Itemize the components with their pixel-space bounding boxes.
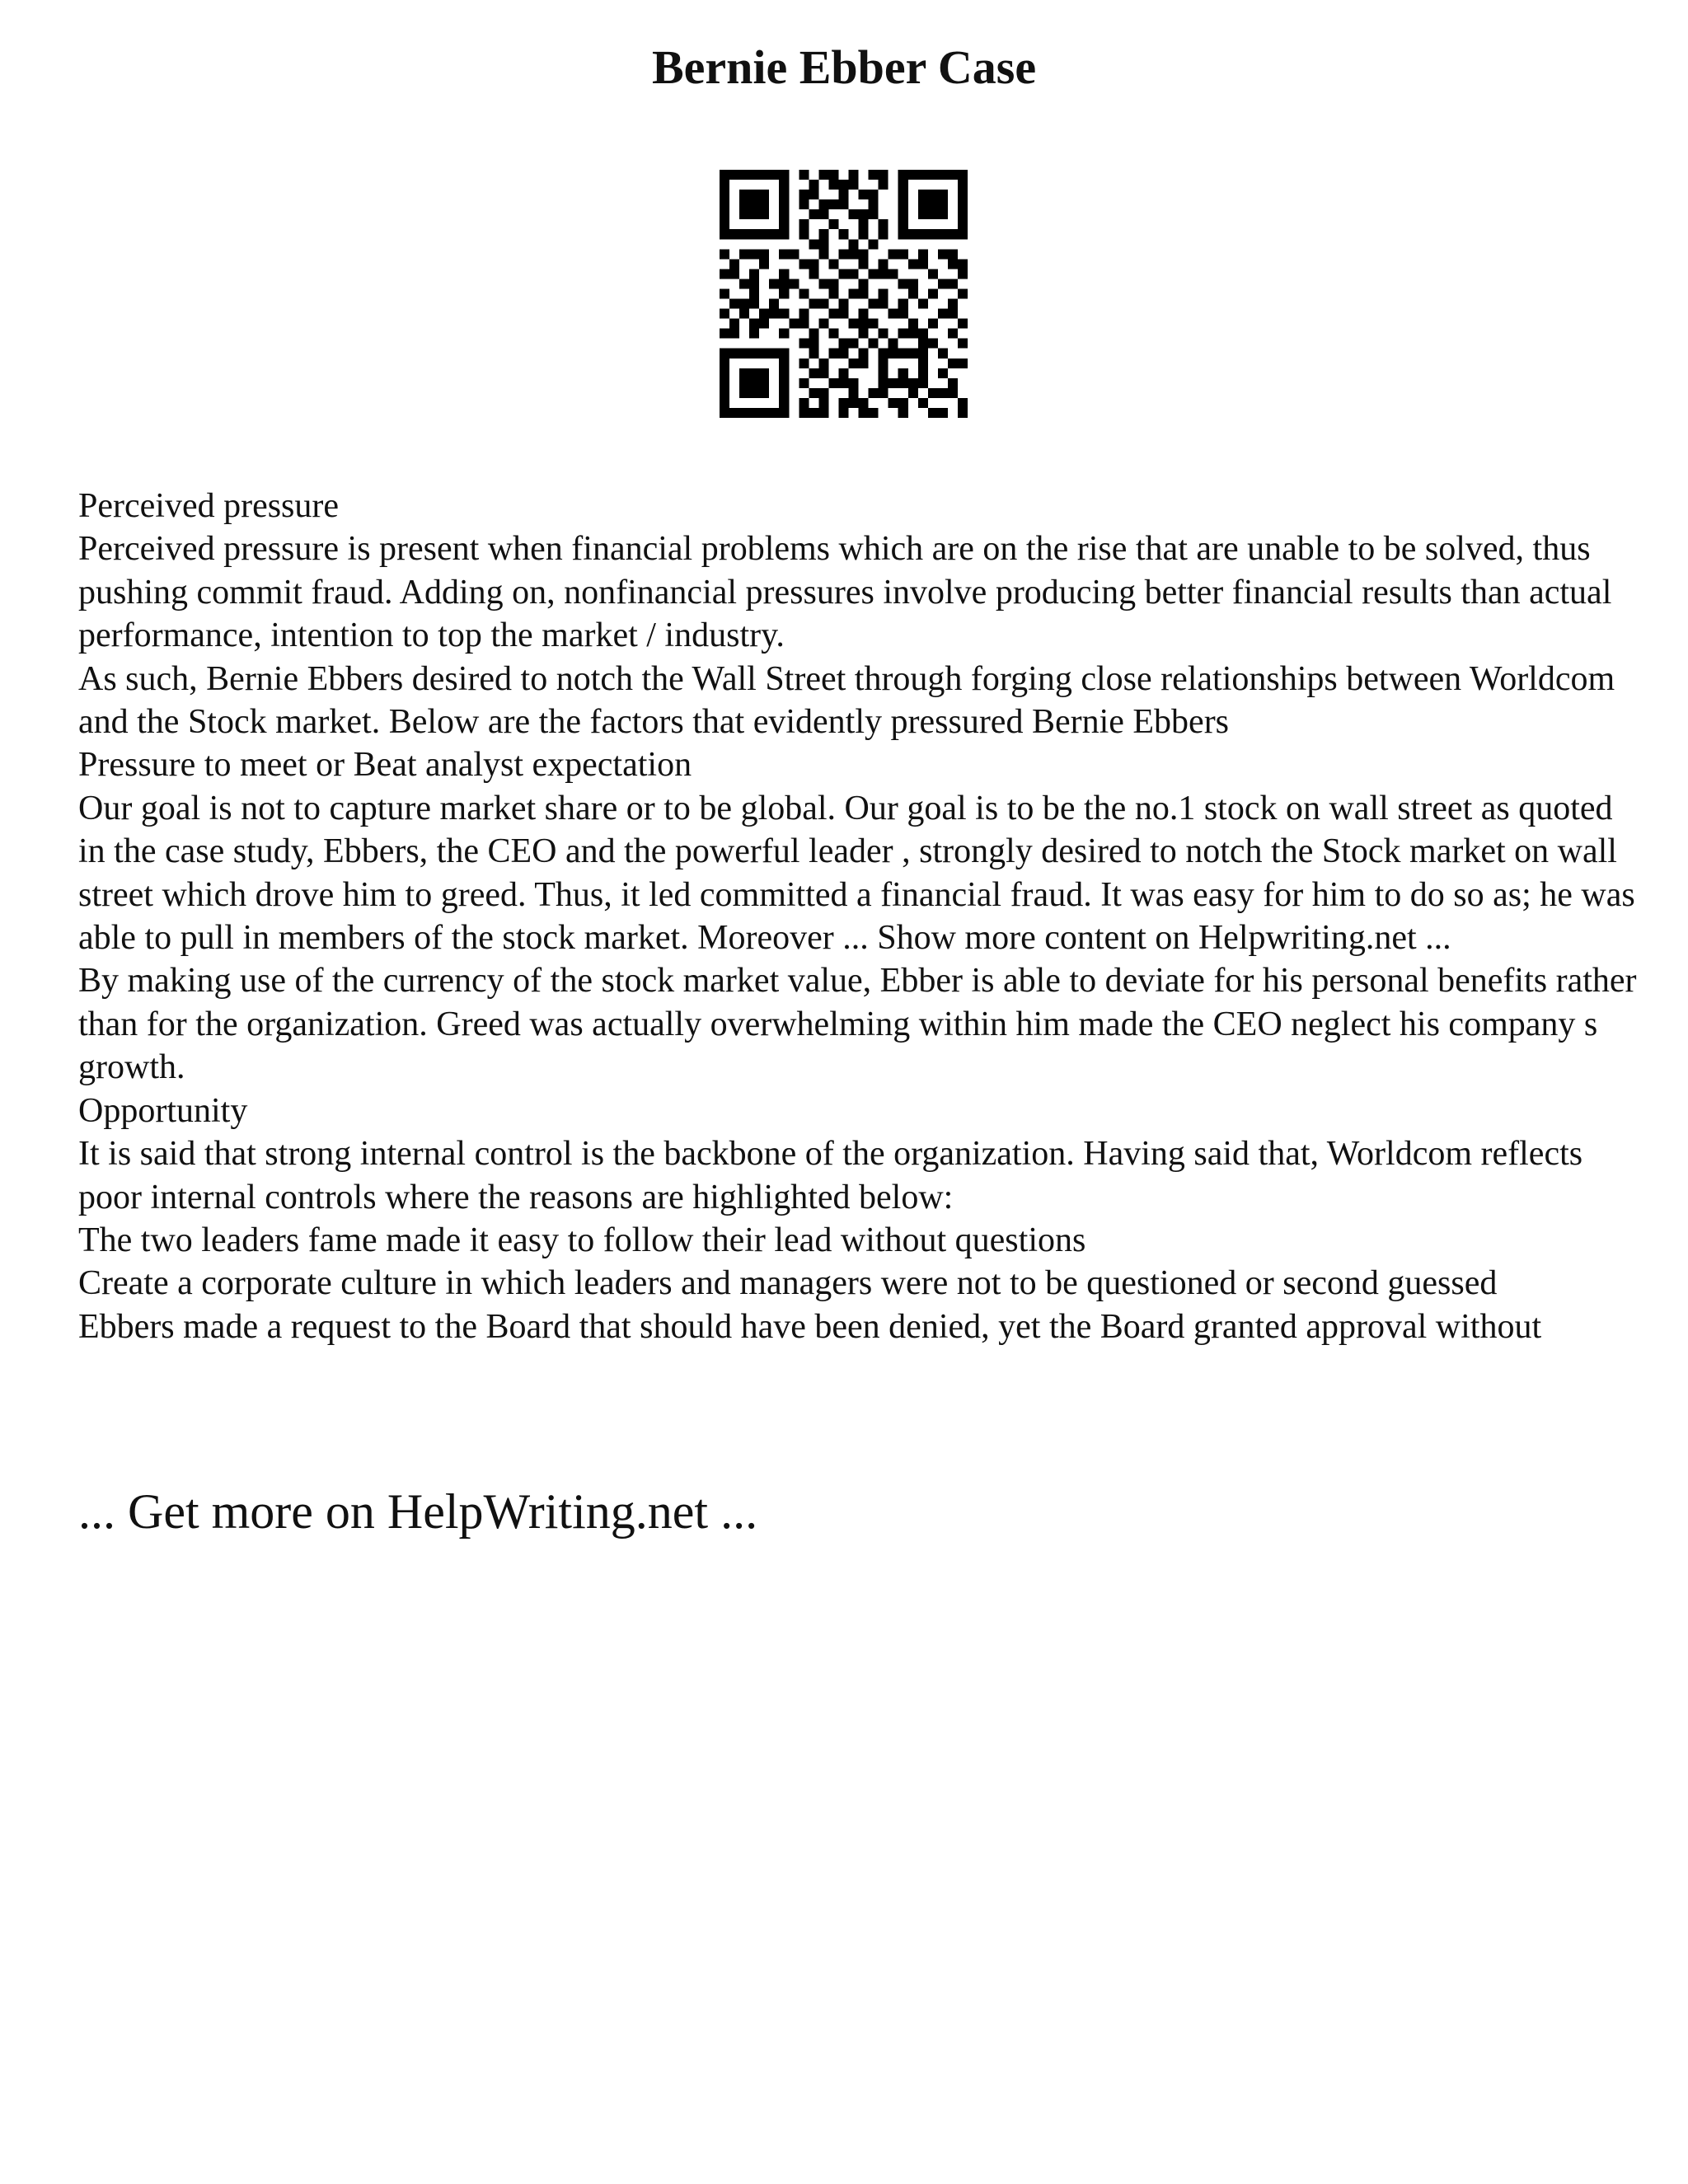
- paragraph: As such, Bernie Ebbers desired to notch the Wall Street through forging close relationships between Worldcom and the Stock market. Below are the factors that evidently pressured Bernie Ebbers: [78, 659, 1615, 742]
- paragraph: Our goal is not to capture market share or to be global. Our goal is to be the no.1 stock on wall street as quoted in the case study, Ebbers, the CEO and the powerful leader , strongly desired to notch the Stock market on wall street which drove him to greed. Thus, it led committed a financial fraud. It was easy for him to do so as; he was able to pull in members of the stock market. Moreover ... Show more content on Helpwriting.net ...: [78, 789, 1635, 958]
- page-title: Bernie Ebber Case: [651, 40, 1037, 94]
- paragraph: Create a corporate culture in which leaders and managers were not to be questioned or second guessed: [78, 1264, 1498, 1303]
- get-more-link[interactable]: ... Get more on HelpWriting.net ...: [78, 1484, 758, 1539]
- paragraph: The two leaders fame made it easy to follow their lead without questions: [78, 1221, 1086, 1259]
- paragraph: By making use of the currency of the stock market value, Ebber is able to deviate for his personal benefits rather than for the organization. Greed was actually overwhelming within him made the CEO neglect his company s growth.: [78, 962, 1637, 1087]
- article-body: [78, 485, 1644, 1348]
- qr-code-icon: [720, 170, 968, 418]
- paragraph: Ebbers made a request to the Board that should have been denied, yet the Board granted approval without: [78, 1307, 1542, 1346]
- paragraph: Pressure to meet or Beat analyst expectation: [78, 746, 692, 785]
- section-heading-perceived-pressure: Perceived pressure: [78, 487, 340, 525]
- paragraph: It is said that strong internal control is the backbone of the organization. Having said that, Worldcom reflects poor internal controls where the reasons are highlighted below:: [78, 1135, 1583, 1216]
- section-heading-opportunity: Opportunity: [78, 1091, 248, 1130]
- paragraph: Perceived pressure is present when financial problems which are on the rise that are unable to be solved, thus pushing commit fraud. Adding on, nonfinancial pressures involve producing better financial results than actual performance, intention to top the market / industry.: [78, 530, 1612, 655]
